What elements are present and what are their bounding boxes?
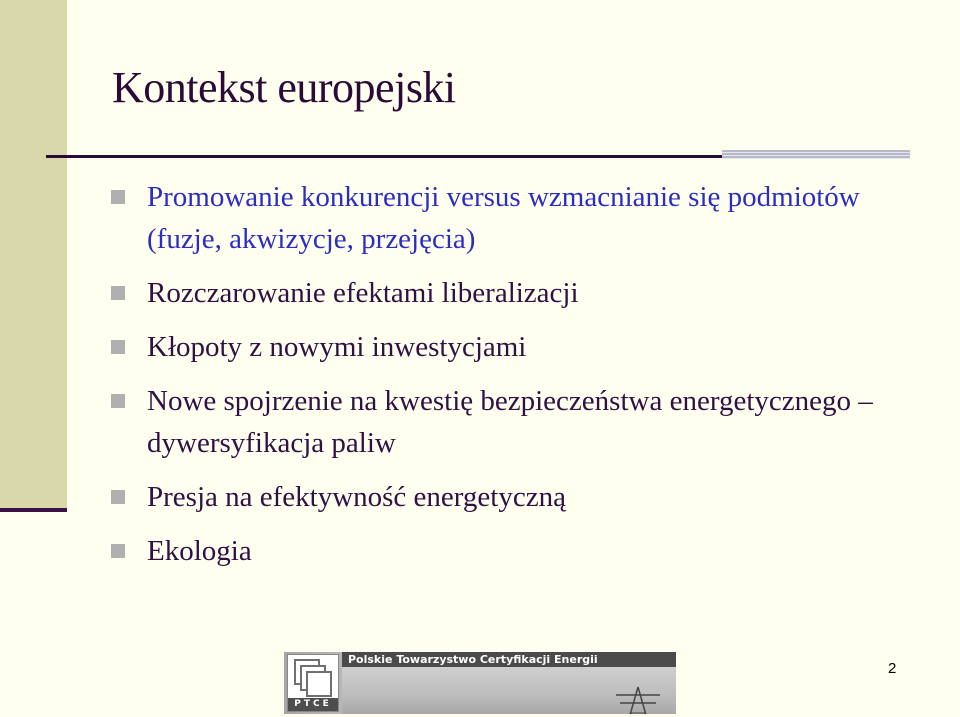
square-bullet-icon bbox=[111, 490, 125, 504]
bullet-item bbox=[111, 326, 911, 368]
slide-title: Kontekst europejski bbox=[112, 63, 456, 112]
bullet-text: Presja na efektywność energetyczną bbox=[147, 481, 566, 513]
logo-square-shape bbox=[306, 671, 332, 697]
square-bullet-icon bbox=[111, 340, 125, 354]
bullet-text: Rozczarowanie efektami liberalizacji bbox=[147, 277, 579, 309]
bullet-text: Nowe spojrzenie na kwestię bezpieczeństwa energetycznego – dywersyfikacja paliw bbox=[147, 385, 873, 459]
bullet-item bbox=[111, 380, 911, 464]
bullet-item bbox=[111, 530, 911, 572]
bullet-text: Promowanie konkurencji versus wzmacnianie się podmiotów (fuzje, akwizycje, przejęcia) bbox=[147, 181, 860, 255]
title-underline bbox=[46, 155, 722, 158]
bullet-item bbox=[111, 272, 911, 314]
logo-background-photo bbox=[342, 667, 676, 714]
title-underline-accent bbox=[722, 150, 910, 159]
bullet-item bbox=[111, 476, 911, 518]
footer-logo bbox=[284, 652, 676, 714]
square-bullet-icon bbox=[111, 286, 125, 300]
bullet-list bbox=[111, 176, 911, 584]
power-pylon-icon bbox=[608, 685, 668, 714]
square-bullet-icon bbox=[111, 544, 125, 558]
bullet-text: Ekologia bbox=[147, 535, 252, 567]
ptce-logo-icon bbox=[287, 654, 339, 712]
left-accent-band bbox=[0, 0, 67, 508]
left-accent-band-edge bbox=[0, 508, 67, 512]
bullet-text: Kłopoty z nowymi inwestycjami bbox=[147, 331, 527, 363]
square-bullet-icon bbox=[111, 394, 125, 408]
square-bullet-icon bbox=[111, 190, 125, 204]
logo-abbreviation: PTCE bbox=[288, 698, 338, 711]
logo-banner-text: Polskie Towarzystwo Certyfikacji Energii bbox=[342, 652, 676, 667]
bullet-item bbox=[111, 176, 911, 260]
page-number: 2 bbox=[888, 660, 897, 677]
